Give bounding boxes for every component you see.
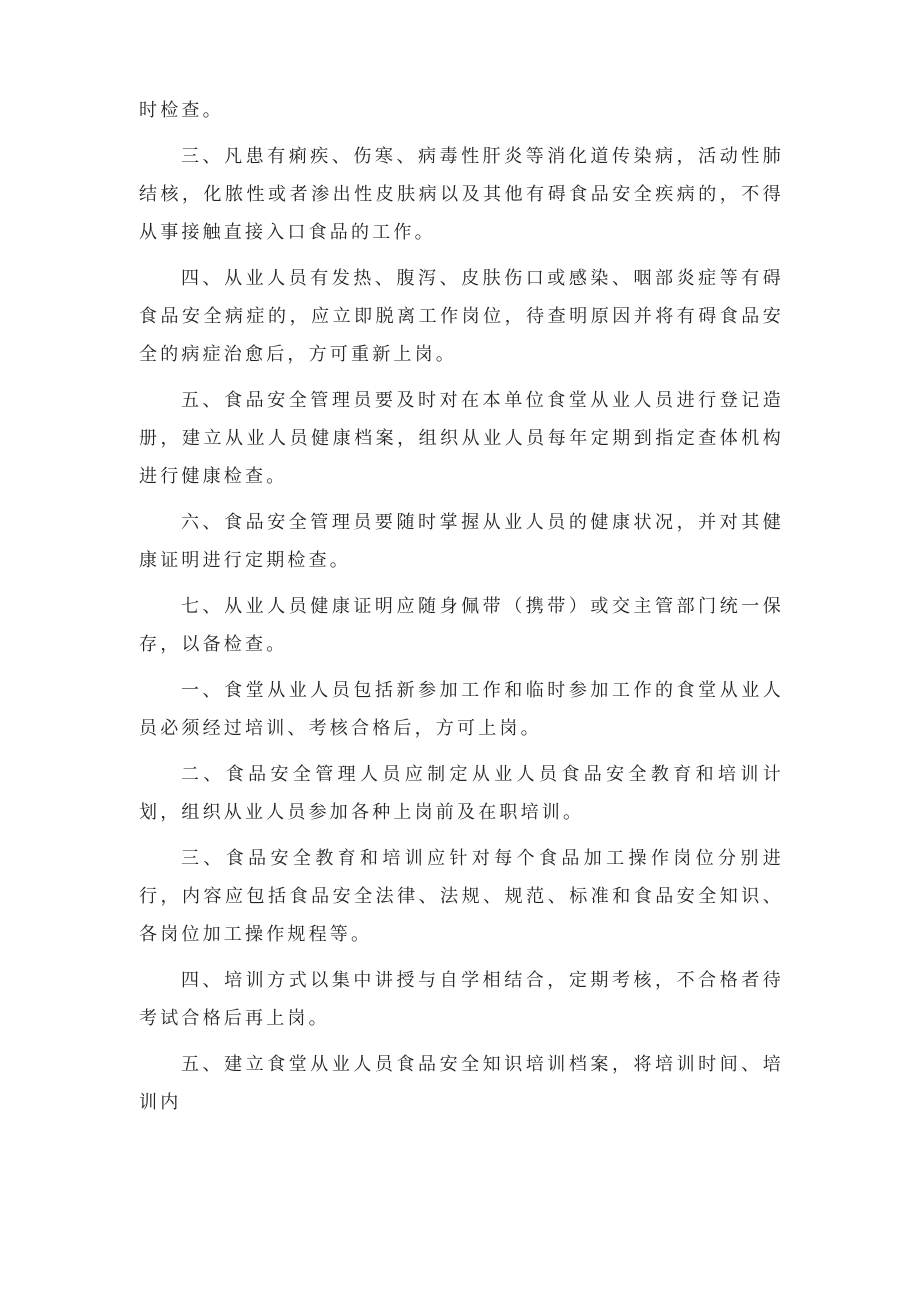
paragraph-training-item-5: 五、建立食堂从业人员食品安全知识培训档案，将培训时间、培训内 [139,1054,784,1113]
paragraph-health-item-7: 七、从业人员健康证明应随身佩带（携带）或交主管部门统一保存，以备检查。 [139,596,784,655]
paragraph-health-item-4: 四、从业人员有发热、腹泻、皮肤伤口或感染、咽部炎症等有碍食品安全病症的，应立即脱离工作岗位，待查明原因并将有碍食品安全的病症治愈后，方可重新上岗。 [139,268,784,365]
document-body [139,92,784,1130]
paragraph-training-item-1: 一、食堂从业人员包括新参加工作和临时参加工作的食堂从业人员必须经过培训、考核合格后，方可上岗。 [139,680,784,739]
paragraph-health-item-6: 六、食品安全管理员要随时掌握从业人员的健康状况，并对其健康证明进行定期检查。 [139,512,784,571]
paragraph-health-item-3: 三、凡患有痢疾、伤寒、病毒性肝炎等消化道传染病，活动性肺结核，化脓性或者渗出性皮肤病以及其他有碍食品安全疾病的，不得从事接触直接入口食品的工作。 [139,146,784,243]
paragraph-training-item-3: 三、食品安全教育和培训应针对每个食品加工操作岗位分别进行，内容应包括食品安全法律、法规、规范、标准和食品安全知识、各岗位加工操作规程等。 [139,848,784,945]
paragraph-training-item-2: 二、食品安全管理人员应制定从业人员食品安全教育和培训计划，组织从业人员参加各种上岗前及在职培训。 [139,764,784,823]
paragraph-training-item-4: 四、培训方式以集中讲授与自学相结合，定期考核，不合格者待考试合格后再上岗。 [139,970,784,1029]
paragraph-continuation: 时检查。 [139,100,224,121]
paragraph-health-item-5: 五、食品安全管理员要及时对在本单位食堂从业人员进行登记造册，建立从业人员健康档案，组织从业人员每年定期到指定查体机构进行健康检查。 [139,390,784,487]
